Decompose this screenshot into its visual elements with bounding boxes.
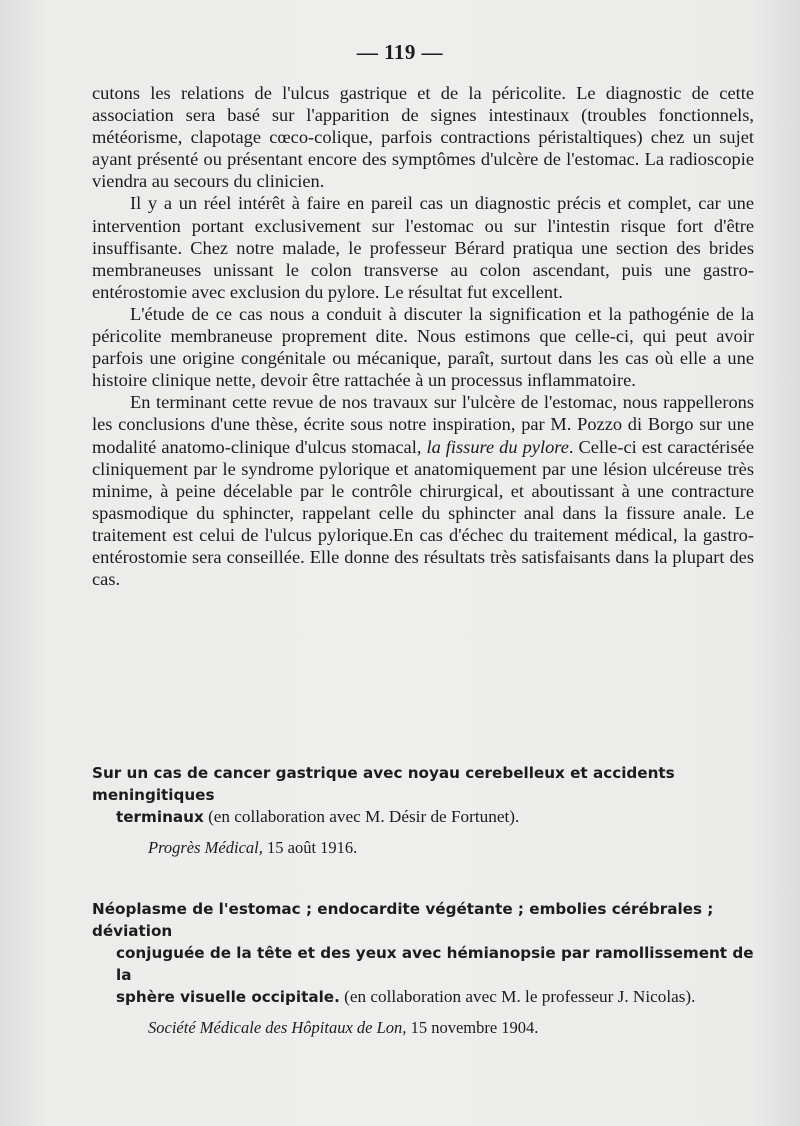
paragraph-4-italic-term: la fissure du pylore (426, 436, 569, 457)
entry-1-journal: Progrès Médical, (148, 838, 263, 857)
entry-2-date: 15 novembre 1904. (406, 1018, 539, 1037)
entry-2-title (92, 898, 756, 1008)
entry-1-source (92, 838, 756, 858)
paragraph-4-text-before: En terminant cette revue de nos travaux sur l'ulcère de l'estomac, nous rappellerons les conclusions d'une thèse, écrite sous notre inspiration, par M. Pozzo di Borgo sur une modalité anatomo-clinique d'ulcus stomacal, (92, 392, 754, 457)
entry-1-title (92, 762, 756, 828)
entry-1-title-line-2-bold: terminaux (116, 808, 204, 826)
body-text (92, 82, 754, 590)
entry-1-collaboration: (en collaboration avec M. Désir de Fortunet). (203, 807, 520, 826)
entry-2-source (92, 1018, 756, 1038)
paragraph-2: Il y a un réel intérêt à faire en pareil cas un diagnostic précis et complet, car une intervention portant exclusivement sur l'estomac ou sur l'intestin risque fort d'être insuffisante. Chez notre malade, le professeur Bérard pratiqua une section des brides membraneuses unissant le colon transverse au colon ascendant, puis une gastro-entérostomie avec exclusion du pylore. Le résultat fut excellent. (92, 193, 754, 302)
paragraph-4 (92, 391, 754, 590)
entry-2-journal: Société Médicale des Hôpitaux de Lon, (148, 1018, 407, 1037)
entry-1-title-line-2 (92, 806, 756, 828)
entry-2-title-line-3 (92, 986, 756, 1008)
entry-1-title-line-1: Sur un cas de cancer gastrique avec noyau cerebelleux et accidents meningitiques (92, 764, 675, 804)
bibliography-entry-2 (92, 898, 756, 1038)
entry-2-title-line-1: Néoplasme de l'estomac ; endocardite végétante ; embolies cérébrales ; déviation (92, 900, 714, 940)
entry-2-title-line-2: conjuguée de la tête et des yeux avec hémianopsie par ramollissement de la (116, 944, 754, 984)
paragraph-1: cutons les relations de l'ulcus gastrique et de la péricolite. Le diagnostic de cette association sera basé sur l'apparition de signes intestinaux (troubles fonctionnels, météorisme, clapotage cœco-colique, parfois contractions péristaltiques) chez un sujet ayant présenté ou présentant encore des symptômes d'ulcère de l'estomac. La radioscopie viendra au secours du clinicien. (92, 83, 754, 192)
page-number: — 119 — (356, 40, 444, 64)
paragraph-3: L'étude de ce cas nous a conduit à discuter la signification et la pathogénie de la péricolite membraneuse proprement dite. Nous estimons que celle-ci, qui peut avoir parfois une origine congénitale ou mécanique, paraît, surtout dans les cas où elle a une histoire clinique nette, devoir être rattachée à un processus inflammatoire. (92, 303, 754, 391)
bibliography-entry-1 (92, 762, 756, 858)
entry-2-collaboration: (en collaboration avec M. le professeur J. Nicolas). (339, 987, 696, 1006)
entry-1-date: 15 août 1916. (262, 838, 358, 857)
entry-2-title-line-3-bold: sphère visuelle occipitale. (116, 988, 340, 1006)
paragraph-4-text-after: . Celle-ci est caractérisée cliniquement par le syndrome pylorique et anatomiquement par une lésion ulcéreuse très minime, à peine décelable par le contrôle chirurgical, et aboutissant à une contracture spasmodique du sphincter, rappelant celle du sphincter anal dans la fissure anale. Le traitement est celui de l'ulcus pylorique.En cas d'échec du traitement médical, la gastro-entérostomie sera conseillée. Elle donne des résultats très satisfaisants dans la plupart des cas. (92, 436, 754, 590)
